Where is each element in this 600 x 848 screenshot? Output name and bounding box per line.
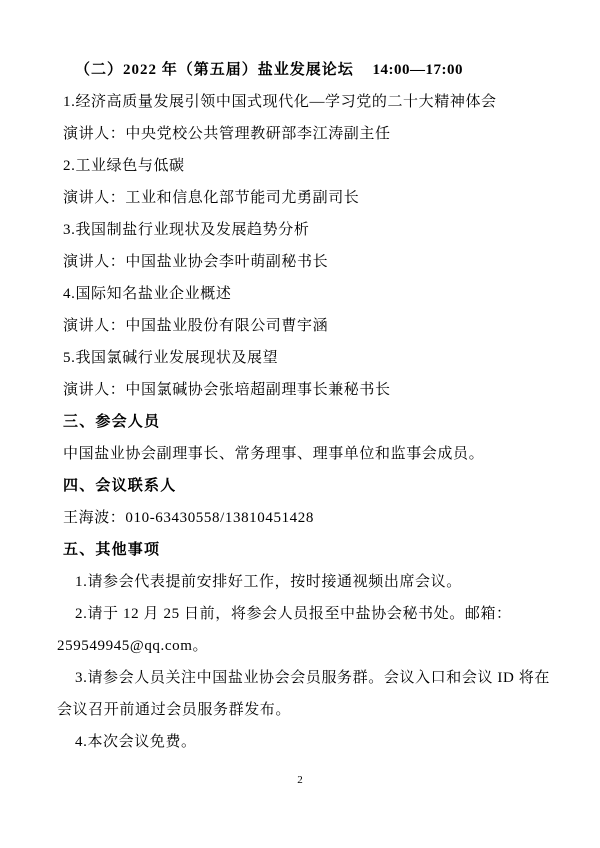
talk-speaker: 演讲人：中央党校公共管理教研部李江涛副主任 bbox=[63, 126, 391, 142]
attendees-body: 中国盐业协会副理事长、常务理事、理事单位和监事会成员。 bbox=[63, 446, 485, 462]
talk-title: 2.工业绿色与低碳 bbox=[63, 158, 185, 174]
other-item-2-line-2: 259549945@qq.com。 bbox=[57, 638, 209, 654]
talk-speaker: 演讲人：中国盐业股份有限公司曹宇涵 bbox=[63, 318, 329, 334]
section-heading-contact: 四、会议联系人 bbox=[63, 477, 177, 494]
forum-heading-line bbox=[57, 54, 543, 86]
talk-title: 5.我国氯碱行业发展现状及展望 bbox=[63, 350, 279, 366]
talk-title: 4.国际知名盐业企业概述 bbox=[63, 286, 232, 302]
section-heading-attendees: 三、参会人员 bbox=[63, 413, 161, 430]
other-item-2-line-1: 2.请于 12 月 25 日前，将参会人员报至中盐协会秘书处。邮箱： bbox=[75, 606, 512, 622]
forum-heading: （二）2022 年（第五届）盐业发展论坛 bbox=[75, 62, 354, 78]
talk-title: 3.我国制盐行业现状及发展趋势分析 bbox=[63, 222, 310, 238]
talk-speaker: 演讲人：工业和信息化部节能司尤勇副司长 bbox=[63, 190, 360, 206]
other-item-1: 1.请参会代表提前安排好工作，按时接通视频出席会议。 bbox=[75, 574, 462, 590]
page-number: 2 bbox=[297, 774, 303, 786]
talk-title: 1.经济高质量发展引领中国式现代化—学习党的二十大精神体会 bbox=[63, 94, 497, 110]
other-item-4: 4.本次会议免费。 bbox=[75, 734, 197, 750]
forum-time: 14:00—17:00 bbox=[372, 62, 464, 78]
talk-speaker: 演讲人：中国盐业协会李叶萌副秘书长 bbox=[63, 254, 329, 270]
document-content bbox=[57, 54, 550, 758]
section-heading-other: 五、其他事项 bbox=[63, 541, 161, 558]
other-item-3-line-2: 会议召开前通过会员服务群发布。 bbox=[57, 702, 292, 718]
talk-speaker: 演讲人：中国氯碱协会张培超副理事长兼秘书长 bbox=[63, 382, 391, 398]
contact-body: 王海波：010-63430558/13810451428 bbox=[63, 510, 314, 526]
other-item-3-line-1: 3.请参会人员关注中国盐业协会会员服务群。会议入口和会议 ID 将在 bbox=[75, 670, 550, 686]
